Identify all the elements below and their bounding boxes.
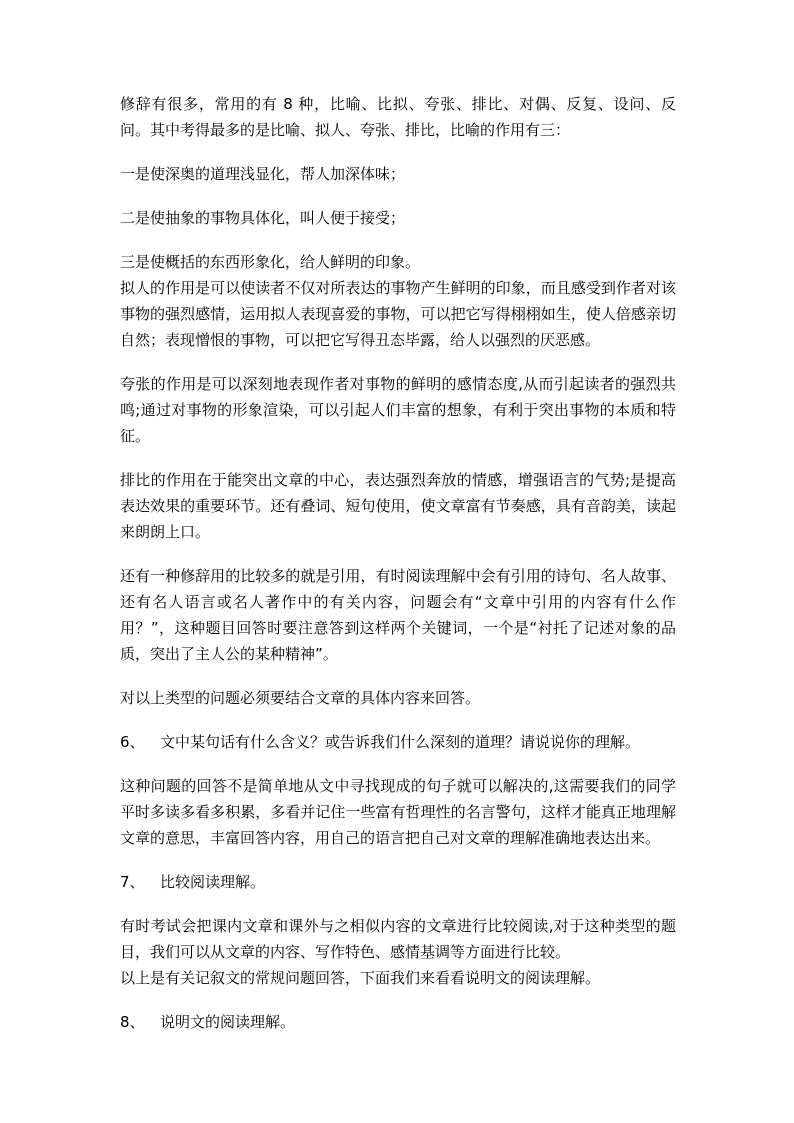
meaning-answer-paragraph: 这种问题的回答不是简单地从文中寻找现成的句子就可以解决的,这需要我们的同学平时多读多看多积累，多看并记住一些富有哲理性的名言警句，这样才能真正地理解文章的意思，丰富回答内容，用自己的语言把自己对文章的理解准确地表达出来。 bbox=[120, 777, 676, 847]
paragraph-spacer bbox=[120, 755, 676, 773]
list-item-8-text: 说明文的阅读理解。 bbox=[160, 1013, 296, 1031]
list-item-8-number: 8、 bbox=[120, 1013, 145, 1031]
paragraph-spacer bbox=[120, 667, 676, 685]
metaphor-effect-two: 二是使抽象的事物具体化，叫人便于接受； bbox=[120, 209, 406, 227]
parallelism-paragraph: 排比的作用在于能突出文章的中心，表达强烈奔放的情感，增强语言的气势;是提高表达效果的重要环节。还有叠词、短句使用，使文章富有节奏感，具有音韵美，读起来朗朗上口。 bbox=[120, 471, 676, 541]
document-body bbox=[120, 91, 676, 1035]
paragraph-spacer bbox=[120, 231, 676, 249]
quotation-paragraph: 还有一种修辞用的比较多的就是引用，有时阅读理解中会有引用的诗句、名人故事、还有名人语言或名人著作中的有关内容，问题会有“文章中引用的内容有什么作用？”，这种题目回答时要注意答到这样两个关键词，一个是“衬托了记述对象的品质，突出了主人公的某种精神”。 bbox=[120, 567, 676, 663]
paragraph-spacer bbox=[120, 143, 676, 161]
list-item-7-number: 7、 bbox=[120, 873, 145, 891]
paragraph-spacer bbox=[120, 895, 676, 913]
list-item-8 bbox=[120, 1009, 676, 1035]
transition-paragraph: 以上是有关记叙文的常规问题回答，下面我们来看看说明文的阅读理解。 bbox=[120, 969, 601, 987]
hyperbole-paragraph: 夸张的作用是可以深刻地表现作者对事物的鲜明的感情态度,从而引起读者的强烈共鸣;通过对事物的形象渲染，可以引起人们丰富的想象，有利于突出事物的本质和特征。 bbox=[120, 375, 676, 445]
list-item-7 bbox=[120, 869, 676, 895]
paragraph-spacer bbox=[120, 991, 676, 1009]
paragraph-spacer bbox=[120, 545, 676, 563]
paragraph-spacer bbox=[120, 449, 676, 467]
paragraph-spacer bbox=[120, 187, 676, 205]
rhetoric-intro-paragraph: 修辞有很多，常用的有 8 种，比喻、比拟、夸张、排比、对偶、反复、设问、反问。其中考得最多的是比喻、拟人、夸张、排比，比喻的作用有三： bbox=[120, 95, 676, 139]
metaphor-effect-one: 一是使深奥的道理浅显化，帮人加深体味； bbox=[120, 165, 406, 183]
answer-guideline-paragraph: 对以上类型的问题必须要结合文章的具体内容来回答。 bbox=[120, 689, 481, 707]
list-item-7-text: 比较阅读理解。 bbox=[160, 873, 266, 891]
list-item-6-number: 6、 bbox=[120, 733, 145, 751]
paragraph-spacer bbox=[120, 353, 676, 371]
paragraph-spacer bbox=[120, 851, 676, 869]
list-item-6-text: 文中某句话有什么含义？或告诉我们什么深刻的道理？请说说你的理解。 bbox=[160, 733, 641, 751]
personification-paragraph: 拟人的作用是可以使读者不仅对所表达的事物产生鲜明的印象，而且感受到作者对该事物的强烈感情，运用拟人表现喜爱的事物，可以把它写得栩栩如生，使人倍感亲切自然；表现憎恨的事物，可以把它写得丑态毕露，给人以强烈的厌恶感。 bbox=[120, 279, 676, 349]
list-item-6 bbox=[120, 729, 676, 755]
paragraph-spacer bbox=[120, 711, 676, 729]
comparison-reading-paragraph: 有时考试会把课内文章和课外与之相似内容的文章进行比较阅读,对于这种类型的题目，我们可以从文章的内容、写作特色、感情基调等方面进行比较。 bbox=[120, 917, 676, 961]
metaphor-effect-three: 三是使概括的东西形象化，给人鲜明的印象。 bbox=[120, 253, 421, 271]
